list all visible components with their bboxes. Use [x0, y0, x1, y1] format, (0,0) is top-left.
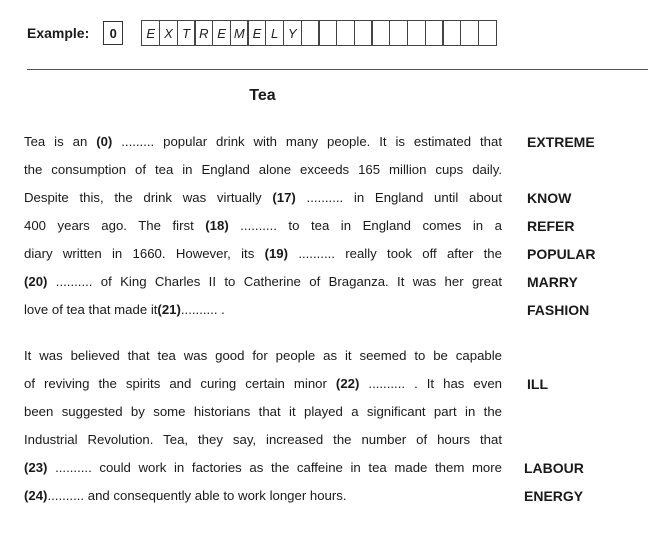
gap-number: (0): [96, 134, 113, 149]
gap-number: (20): [24, 274, 48, 289]
text-line: [24, 296, 502, 324]
divider: [27, 69, 648, 70]
stem-word-19: POPULAR: [527, 246, 596, 262]
text-line: [24, 342, 502, 370]
letter-box: R: [194, 20, 213, 46]
line-text: .......... really took off after the: [288, 246, 502, 261]
stem-word-18: REFER: [527, 218, 575, 234]
line-text: Tea is an: [24, 134, 97, 149]
letter-box: E: [212, 20, 231, 46]
gap-number: (18): [205, 218, 229, 233]
text-line: [24, 240, 502, 268]
letter-box: [336, 20, 355, 46]
line-text: .......... in England until about: [295, 190, 502, 205]
line-text: 400 years ago. The first: [24, 218, 206, 233]
line-text: Despite this, the drink was virtually: [24, 190, 273, 205]
line-text: .......... . It has even: [359, 376, 503, 391]
text-line: [24, 156, 502, 184]
letter-box: [460, 20, 479, 46]
gap-number: (24): [24, 488, 48, 503]
letter-box: [478, 20, 497, 46]
letter-box: E: [141, 20, 160, 46]
stem-word-0: EXTREME: [527, 134, 595, 150]
example-number-box: 0: [103, 21, 123, 45]
line-text: been suggested by some historians that it played a significant part in the: [24, 404, 502, 419]
text-line: [24, 268, 502, 296]
letter-box: [371, 20, 390, 46]
text-line: [24, 482, 502, 510]
letter-box: [442, 20, 461, 46]
line-text: .......... of King Charles II to Catherine of Braganza. It was her great: [47, 274, 502, 289]
text-line: [24, 370, 502, 398]
letter-box: T: [177, 20, 196, 46]
stem-word-20: MARRY: [527, 274, 578, 290]
line-text: It was believed that tea was good for people as it seemed to be capable: [24, 348, 502, 363]
letter-box: [389, 20, 408, 46]
text-line: [24, 212, 502, 240]
paragraph-1: [24, 128, 502, 324]
text-line: [24, 128, 502, 156]
stem-word-17: KNOW: [527, 190, 572, 206]
line-text: of reviving the spirits and curing certain minor: [24, 376, 336, 391]
text-line: [24, 426, 502, 454]
text-line: [24, 398, 502, 426]
line-text: the consumption of tea in England alone exceeds 165 million cups daily.: [24, 162, 502, 177]
gap-number: (19): [264, 246, 289, 261]
letter-box: L: [265, 20, 284, 46]
letter-box: [354, 20, 373, 46]
example-row: [27, 18, 497, 48]
letter-box: [318, 20, 337, 46]
text-title: Tea: [249, 87, 276, 104]
letter-box: [425, 20, 444, 46]
gap-number: (17): [272, 190, 296, 205]
letter-box: E: [247, 20, 266, 46]
stem-word-22: ILL: [527, 376, 548, 392]
line-text: ......... popular drink with many people. It is estimated that: [112, 134, 502, 149]
line-text: .......... and consequently able to work longer hours.: [47, 488, 347, 503]
line-text: .......... could work in factories as the caffeine in tea made them more: [47, 460, 502, 475]
gap-number: (22): [335, 376, 360, 391]
text-line: [24, 184, 502, 212]
letter-box: [407, 20, 426, 46]
letter-box: [301, 20, 320, 46]
gap-number: (23): [24, 460, 48, 475]
letter-box: Y: [283, 20, 302, 46]
line-text: .......... to tea in England comes in a: [228, 218, 503, 233]
line-text: Industrial Revolution. Tea, they say, increased the number of hours that: [24, 432, 502, 447]
text-line: [24, 454, 502, 482]
example-letter-boxes: [141, 20, 496, 46]
stem-word-24: ENERGY: [524, 488, 584, 504]
letter-box: X: [159, 20, 178, 46]
stem-word-21: FASHION: [527, 302, 590, 318]
stem-word-23: LABOUR: [524, 460, 584, 476]
line-text: .......... .: [180, 302, 225, 317]
letter-box: M: [230, 20, 249, 46]
line-text: love of tea that made it: [24, 302, 158, 317]
gap-number: (21): [157, 302, 181, 317]
example-label: Example:: [27, 25, 90, 41]
line-text: diary written in 1660. However, its: [24, 246, 265, 261]
paragraph-2: [24, 342, 502, 510]
